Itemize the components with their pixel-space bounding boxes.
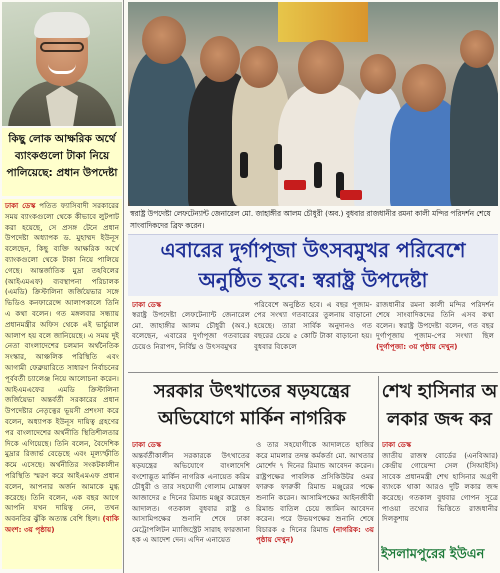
second-story-text-2: ও তার সহযোগীকে আদালতে হাজির করে মামলার তদন্ত কর্মকর্তা মো. আখতার মোর্শেদ ৭ দিনের রিমান্ড আবেদন করেন। রাষ্ট্রপক্ষের পাবলিক প্রসিকিউটর ওমর ফারুক ফারুকী রিমান্ড মঞ্জুরের পক্ষে শুনানি করেন। আসামিপক্ষের আইনজীবী রিমান্ড বাতিল চেয়ে জামিন আবেদন করেন। পরে উভয়পক্ষের শুনানি শেষে বিচারক ৫ দিনের রিমান্ড [256,440,374,534]
second-story-dateline: ঢাকা ডেস্ক [132,440,162,449]
left-story-body [2,199,122,569]
main-story-text-3: রাজধানীর রমনা কালী মন্দির পরিদর্শন শেষে সাংবাদিকদের তিনি এসব কথা বলেন। স্বরাষ্ট্র উপদেষ্টা বলেন, গত বছর দুর্গাপূজায় পূজাম-পের সংখ্যা ছিল [376,300,494,341]
third-headline-line-2: লকার জব্দ কর [387,409,492,430]
main-story-headline[interactable] [128,234,498,296]
second-story-body [128,440,376,570]
third-headline-line-1: শেখ হাসিনার অ [381,381,498,402]
left-story-jump[interactable]: (বাকি অংশ: ৩য় পৃষ্ঠায়) [5,514,119,534]
left-story-headline[interactable] [2,128,122,196]
main-story-jump[interactable]: (দুর্গাপূজা: ৩য় পৃষ্ঠায় দেখুন) [376,341,458,351]
section-divider [128,372,498,373]
second-headline-line-1: সরকার উৎখাতের ষড়যন্ত্রের [153,381,351,402]
main-story-text-2: পরিবেশে অনুষ্ঠিত হবে। এ বছর পূজাম-পের সংখ্যা গতবারের তুলনায় বাড়ানো হয়েছে। তারা সার্বিক অনুদানও গত বছরের চেয়ে ৫ কোটি টাকা বাড়ানো হয়। বুধবার বিকেলে [254,300,372,351]
main-story-column-2 [254,300,372,366]
second-headline-line-2: অভিযোগে মার্কিন নাগরিক [158,408,346,429]
main-story-dateline: ঢাকা ডেস্ক [132,300,162,309]
left-headline-line-2: ব্যাংকগুলো টাকা নিয়ে [14,150,110,162]
second-story-column-2 [256,440,374,570]
left-story-column [0,0,124,573]
column-divider [378,376,379,571]
third-story-headline[interactable] [381,378,498,438]
third-story-dateline: ঢাকা ডেস্ক [382,440,412,449]
second-story-text-1: অন্তর্বর্তীকালীন সরকারকে উৎখাতের ষড়যন্ত্রের অভিযোগে বাংলাদেশি বংশোদ্ভূত মার্কিন নাগরিক এনায়েত করিম চৌধুরী ও তার সহযোগী গোলাম মোস্তফা আজাদের ৫ দিনের রিমান্ড মঞ্জুর করেছেন আদালত। গতকাল বুধবার রাষ্ট্র ও আসামিপক্ষের শুনানি শেষে ঢাকা মেট্রোপলিটন ম্যাজিস্ট্রেট সারাহ ফারজানা হক এ আদেশ দেন। এদিন এনায়েত [132,450,250,545]
third-story-text: জাতীয় রাজস্ব বোর্ডের (এনবিআর) কেন্দ্রীয় গোয়েন্দা সেল (সিআইসি) সাবেক প্রধানমন্ত্রী শেখ হাসিনার অগ্রণী ব্যাংকে থাকা আরও দুটি লকার জব্দ করেছে। গতকাল বুধবার গোপন সূত্রে পাওয়া তথ্যের ভিত্তিতে রাজধানীর দিলকুশায় [382,450,498,524]
main-story-column-1 [132,300,250,366]
chief-adviser-portrait-photo [2,2,122,126]
second-story-headline[interactable] [128,378,376,438]
main-headline-line-1: এবারের দুর্গাপূজা উৎসবমুখর পরিবেশে [160,238,466,262]
main-story-column-3 [376,300,494,366]
left-headline-line-3: পালিয়েছে: প্রধান উপদেষ্টা [6,167,118,179]
main-story-text-1: স্বরাষ্ট্র উপদেষ্টা লেফটেন্যান্ট জেনারেল মো. জাহাঙ্গীর আলম চৌধুরী (অব.) বলেছেন, এবারের দুর্গাপূজা গতবারের চেয়েও নিরাপদ, নির্বিঘ্ন ও উৎসবমুখর [132,310,250,351]
left-story-text: পতিত ফ্যাসিবাদী সরকারের সময় ব্যাংকগুলো থেকে কীভাবে লুটপাট করা হয়েছে, সে প্রসঙ্গ টেনে প্রধান উপদেষ্টা অধ্যাপক ড. মুহাম্মদ ইউনূস বলেছেন, কিছু ব্যক্তি আক্ষরিক অর্থে ব্যাংকগুলো থেকে টাকা নিয়ে পালিয়ে গেছে। আন্তর্জাতিক মুদ্রা তহবিলের (আইএমএফ) ব্যবস্থাপনা পরিচালক (এমডি) ক্রিস্টালিনা জর্জিয়েভার সঙ্গে ভিডিও কনফারেন্সে আলাপকালে তিনি এ কথা বলেন। গত মঙ্গলবার সন্ধ্যায় প্রধানমন্ত্রীর অফিস থেকে এই ভার্চুয়াল আলাপ হয় বলে জানিয়েছে। এ সময় দুই নেতা বাংলাদেশের চলমান অর্থনৈতিক সংস্কার, আঞ্চলিক পরিস্থিতি এবং আগামী ফেব্রুয়ারিতে সাধারণ নির্বাচনের পূর্ববর্তী চ্যালেঞ্জ নিয়ে আলোচনা করেন। আইএমএফের এমডি ক্রিস্টালিনা জর্জিয়েভা অন্তর্বর্তী সরকারের প্রধান উপদেষ্টার নেতৃত্বের ভূয়সী প্রশংসা করে বলেন, অধ্যাপক ইউনূস দায়িত্ব গ্রহণের পর বাংলাদেশের অর্থনীতি স্থিতিশীলতার দিকে এগিয়েছে। তিনি বলেন, বৈদেশিক মুদ্রার রিজার্ভ বেড়েছে এবং মূল্যস্ফীতি কমে এসেছে। অর্থনীতির সংকটকালীন পরিস্থিতি স্মরণ করে আইএমএফ প্রধান বলেন, আপনার অর্জন আমাকে মুগ্ধ করেছে। তিনি বলেন, এক বছর আগে আপনি যখন দায়িত্ব নেন, তখন অবনতির ঝুঁকি অত্যন্ত বেশি ছিল। [5,201,119,524]
main-headline-line-2: অনুষ্ঠিত হবে: স্বরাষ্ট্র উপদেষ্টা [198,268,428,292]
third-story-body [382,440,498,540]
left-headline-line-1: কিছু লোক আক্ষরিক অর্থে [8,133,116,145]
fourth-story-headline[interactable]: ইসলামপুরের ইউএন [381,547,485,562]
photo-caption: স্বরাষ্ট্র উপদেষ্টা লেফটেন্যান্ট জেনারেল মো. জাহাঙ্গীর আলম চৌধুরী (অব.) বুধবার রাজধানীর রমনা কালী মন্দির পরিদর্শন শেষে সাংবাদিকদের ব্রিফ করেন। [130,209,491,230]
second-story-jump[interactable]: (নাগরিক: ৩য় পৃষ্ঠায় দেখুন) [256,524,374,545]
home-adviser-briefing-photo [128,2,498,206]
left-story-dateline: ঢাকা ডেস্ক [5,201,36,210]
second-story-column-1 [132,440,250,570]
main-story-body [128,300,498,366]
